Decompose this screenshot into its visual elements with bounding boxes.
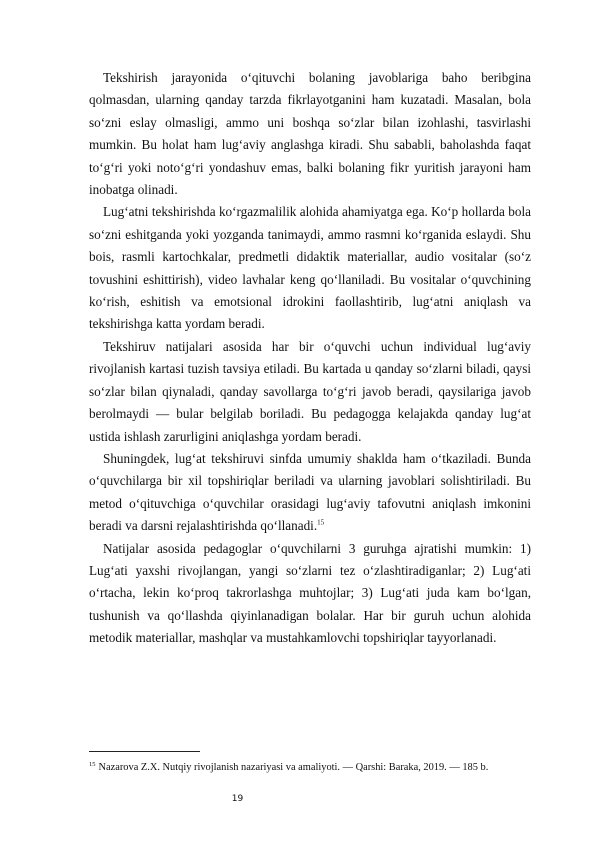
paragraph-4-text: Shuningdek, lug‘at tekshiruvi sinfda umumiy shaklda ham o‘tkaziladi. Bunda o‘quvchilarga bir xil topshiriqlar beriladi va ularning javoblari solishtiriladi. Bu metod o‘qituvchiga o‘quvchilar orasidagi lug‘aviy tafovutni aniqlash imkonini beradi va darsni rejalashtirishda qo‘llanadi.: [89, 450, 531, 534]
footnote-reference[interactable]: 15: [317, 518, 325, 527]
paragraph-4: [89, 448, 531, 538]
footnote: [89, 762, 531, 775]
paragraph-5: Natijalar asosida pedagoglar o‘quvchilarni 3 guruhga ajratishi mumkin: 1) Lug‘ati yaxshi rivojlangan, yangi so‘zlarni tez o‘zlashtiradiganlar; 2) Lug‘ati o‘rtacha, lekin ko‘proq takrorlashga muhtojlar; 3) Lug‘ati juda kam bo‘lgan, tushunish va qo‘llashda qiyinlanadigan bolalar. Har bir guruh uchun alohida metodik materiallar, mashqlar va mustahkamlovchi topshiriqlar tayyorlanadi.: [89, 540, 531, 646]
body-text: [89, 67, 531, 650]
paragraph-2: Lug‘atni tekshirishda ko‘rgazmalilik alohida ahamiyatga ega. Ko‘p hollarda bola so‘zni eshitganda yoki yozganda tanimaydi, ammo rasmni ko‘rganida eslaydi. Shu bois, rasmli kartochkalar, predmetli didaktik materiallar, audio vositalar (so‘z tovushini eshittirish), video lavhalar keng qo‘llaniladi. Bu vositalar o‘quvchining ko‘rish, eshitish va emotsional idrokini faollashtirib, lug‘atni aniqlash va tekshirishga katta yordam beradi.: [89, 204, 531, 332]
footnote-separator: [89, 751, 200, 752]
page-number: 19: [231, 794, 244, 804]
footnote-number: 15: [89, 760, 96, 768]
paragraph-1: Tekshirish jarayonida o‘qituvchi bolaning javoblariga baho beribgina qolmasdan, ularning qanday tarzda fikrlayotganini ham kuzatadi. Masalan, bola so‘zni eslay olmasligi, ammo uni boshqa so‘zlar bilan izohlashi, tasvirlashi mumkin. Bu holat ham lug‘aviy anglashga kiradi. Shu sababli, baholashda faqat to‘g‘ri yoki noto‘g‘ri yondashuv emas, balki bolaning fikr yuritish jarayoni ham inobatga olinadi.: [89, 70, 531, 198]
footnote-text: Nazarova Z.X. Nutqiy rivojlanish nazariyasi va amaliyoti. — Qarshi: Baraka, 2019. — 185 b.: [98, 762, 489, 773]
paragraph-3: Tekshiruv natijalari asosida har bir o‘quvchi uchun individual lug‘aviy rivojlanish kartasi tuzish tavsiya etiladi. Bu kartada u qanday so‘zlarni biladi, qaysi so‘zlar bilan qiynaladi, qanday savollarga to‘g‘ri javob beradi, qaysilariga javob berolmaydi — bular belgilab boriladi. Bu pedagogga kelajakda qanday lug‘at ustida ishlash zarurligini aniqlashga yordam beradi.: [89, 338, 531, 444]
